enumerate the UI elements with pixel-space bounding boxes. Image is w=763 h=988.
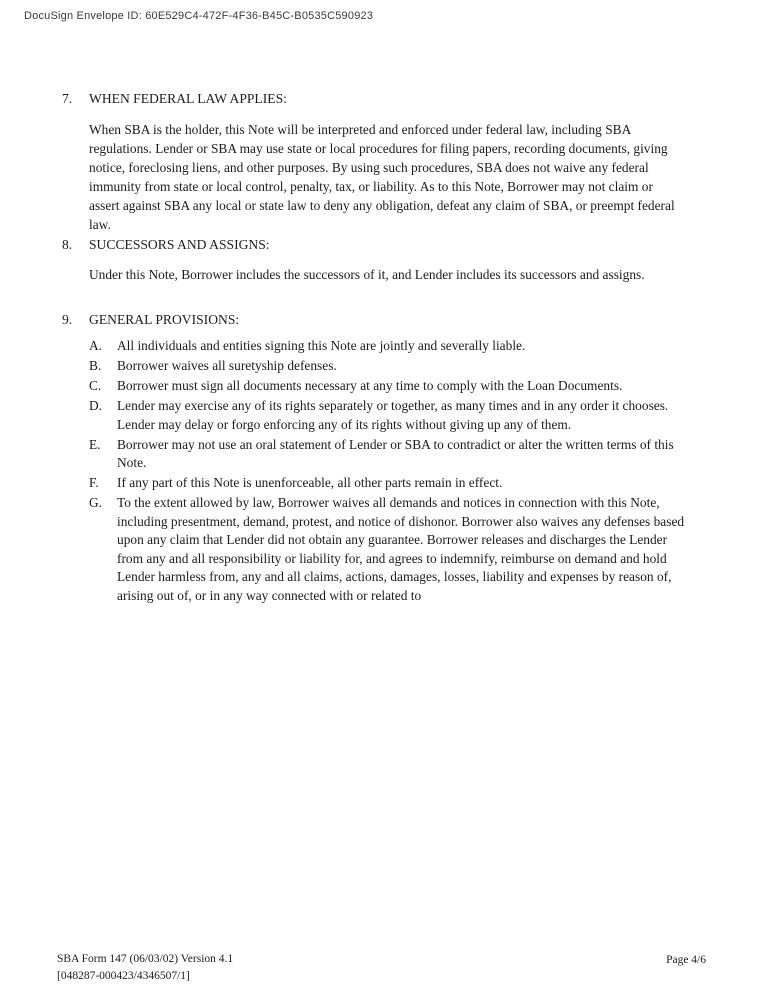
item-letter: D. bbox=[89, 398, 103, 413]
item-text: If any part of this Note is unenforceable, all other parts remain in effect. bbox=[117, 475, 503, 490]
footer-form-info bbox=[57, 951, 233, 984]
footer-page-number: Page 4/6 bbox=[666, 954, 706, 966]
item-letter: C. bbox=[89, 378, 102, 393]
section-paragraph: When SBA is the holder, this Note will be interpreted and enforced under federal law, including SBA regulations. Lender or SBA may use state or local procedures for filing papers, recording documents, giving notice, foreclosing liens, and other purposes. By using such procedures, SBA does not waive any federal immunity from state or local control, penalty, tax, or liability. As to this Note, Borrower may not claim or assert against SBA any local or state law to deny any obligation, defeat any claim of SBA, or preempt federal law. bbox=[89, 122, 675, 232]
section-when-federal-law-applies bbox=[62, 90, 686, 234]
item-text: Borrower must sign all documents necessary at any time to comply with the Loan Documents. bbox=[117, 378, 623, 393]
section-number: 8. bbox=[62, 237, 73, 252]
section-title: SUCCESSORS AND ASSIGNS: bbox=[89, 237, 270, 252]
item-letter: B. bbox=[89, 358, 102, 373]
item-text: To the extent allowed by law, Borrower waives all demands and notices in connection with this Note, including presentment, demand, protest, and notice of dishonor. Borrower also waives any defenses based upon any claim that Lender did not obtain any guarantee. Borrower releases and discharges the Lender from any and all responsibility or liability for, and agrees to indemnify, reimburse on demand and hold Lender harmless from, any and all claims, actions, damages, losses, liability and expenses by reason of, arising out of, or in any way connected with or related to bbox=[117, 495, 685, 603]
section-general-provisions bbox=[62, 311, 686, 607]
list-item bbox=[89, 494, 686, 605]
item-text: All individuals and entities signing this Note are jointly and severally liable. bbox=[117, 338, 526, 353]
item-letter: A. bbox=[89, 338, 103, 353]
item-text: Borrower may not use an oral statement of Lender or SBA to contradict or alter the written terms of this Note. bbox=[117, 436, 674, 470]
section-title: GENERAL PROVISIONS: bbox=[89, 312, 240, 327]
section-heading bbox=[62, 90, 686, 107]
provision-list bbox=[89, 337, 686, 605]
item-text: Borrower waives all suretyship defenses. bbox=[117, 358, 337, 373]
list-item bbox=[89, 436, 686, 473]
footer-form-line: SBA Form 147 (06/03/02) Version 4.1 bbox=[57, 953, 234, 965]
list-item bbox=[89, 377, 686, 396]
list-item bbox=[89, 397, 686, 434]
section-title: WHEN FEDERAL LAW APPLIES: bbox=[89, 91, 287, 106]
section-heading bbox=[62, 236, 686, 253]
item-letter: F. bbox=[89, 475, 99, 490]
item-text: Lender may exercise any of its rights separately or together, as many times and in any order it chooses. Lender may delay or forgo enforcing any of its rights without giving up any of them. bbox=[117, 398, 669, 432]
section-heading bbox=[62, 311, 686, 328]
section-number: 9. bbox=[62, 312, 73, 327]
item-letter: G. bbox=[89, 495, 103, 510]
page-footer bbox=[57, 951, 706, 984]
section-successors-and-assigns bbox=[62, 236, 686, 284]
section-paragraph: Under this Note, Borrower includes the successors of it, and Lender includes its successors and assigns. bbox=[89, 267, 645, 282]
list-item bbox=[89, 337, 686, 356]
docusign-envelope-id: DocuSign Envelope ID: 60E529C4-472F-4F36-B45C-B0535C590923 bbox=[24, 10, 374, 22]
list-item bbox=[89, 474, 686, 493]
section-number: 7. bbox=[62, 91, 73, 106]
list-item bbox=[89, 357, 686, 376]
footer-reference-line: [048287-000423/4346507/1] bbox=[57, 969, 190, 982]
item-letter: E. bbox=[89, 436, 101, 452]
